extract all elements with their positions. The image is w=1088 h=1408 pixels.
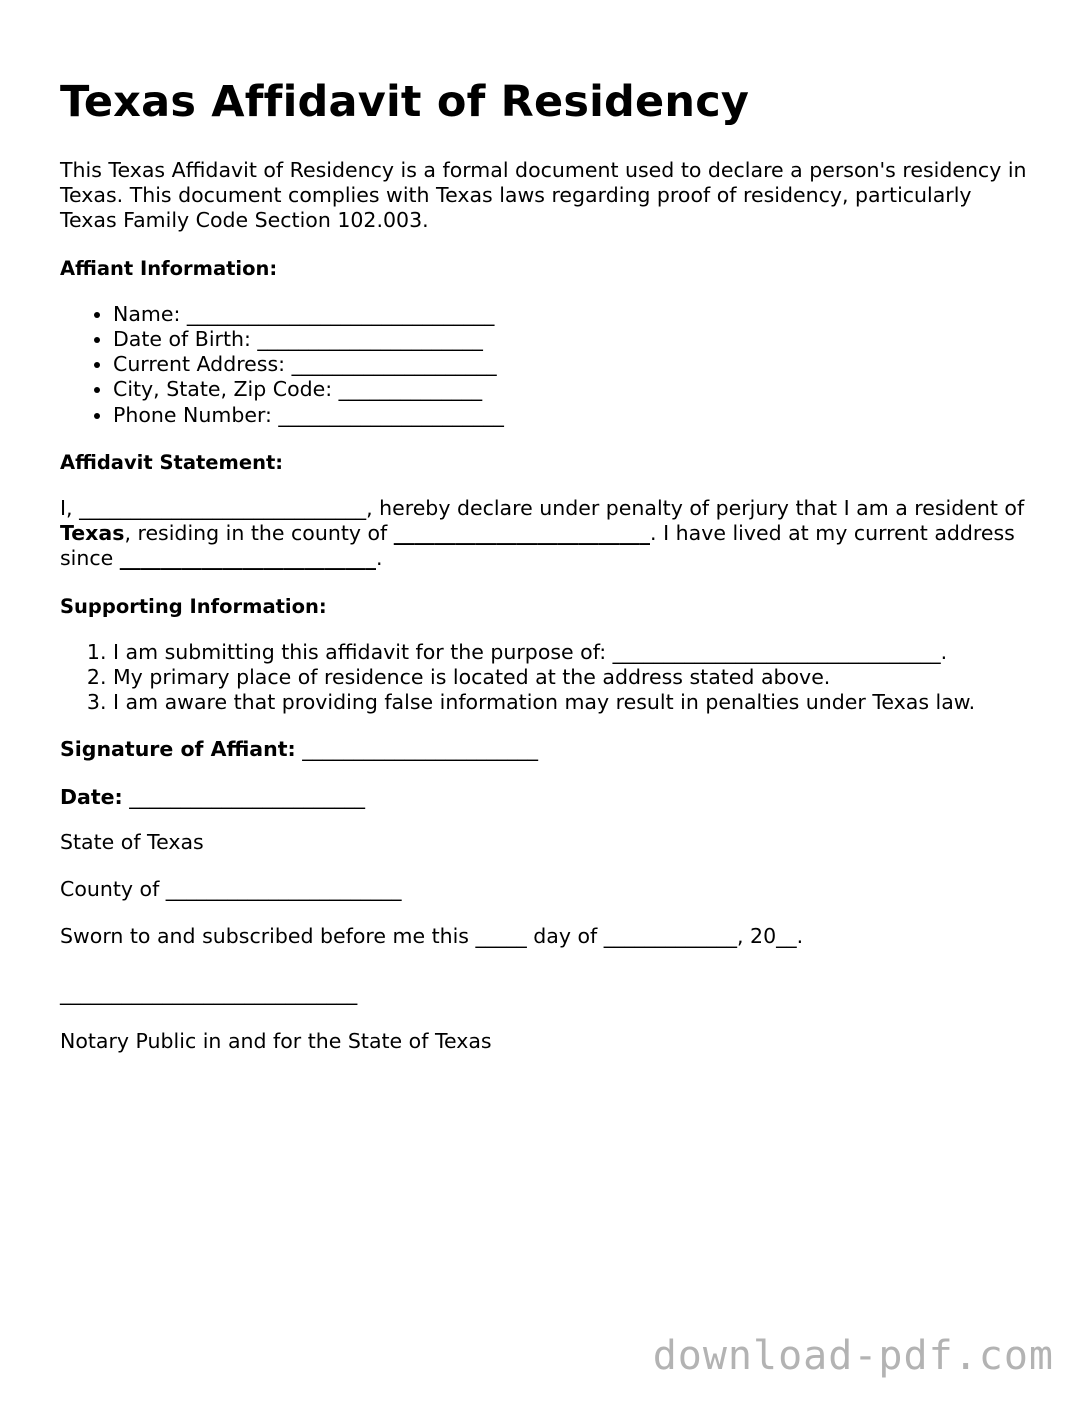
signature-blank[interactable]: _______________________ <box>302 737 539 762</box>
supporting-info-list <box>60 640 1030 716</box>
affiant-info-heading: Affiant Information: <box>60 256 278 280</box>
supporting-info-heading: Supporting Information: <box>60 594 327 618</box>
intro-paragraph: This Texas Affidavit of Residency is a formal document used to declare a person's residency in Texas. This document complies with Texas laws regarding proof of residency, particularly Texas Family Code Section 102.003. <box>60 158 1027 233</box>
notary-state: State of Texas <box>60 829 204 854</box>
date-line <box>60 785 1030 810</box>
statement-text-2: , residing in the county of <box>124 521 394 546</box>
notary-signature-blank[interactable]: _____________________________ <box>60 981 358 1006</box>
document-page <box>60 72 1030 1054</box>
since-date-blank[interactable]: _________________________ <box>119 546 377 571</box>
affiant-address-field[interactable]: • Current Address: ____________________ <box>113 352 1030 377</box>
date-blank[interactable]: _______________________ <box>129 784 366 809</box>
affiant-name-field[interactable]: • Name: ______________________________ <box>113 302 1030 327</box>
statement-state: Texas <box>60 521 125 546</box>
supporting-item: 2. My primary place of residence is located at the address stated above. <box>113 665 1030 690</box>
date-label: Date: <box>60 784 123 809</box>
watermark: download-pdf.com <box>652 1333 1054 1379</box>
affiant-dob-field[interactable]: • Date of Birth: ______________________ <box>113 327 1030 352</box>
signature-label: Signature of Affiant: <box>60 737 296 762</box>
notary-sworn-field[interactable]: Sworn to and subscribed before me this _____ day of _____________, 20__. <box>60 924 804 949</box>
supporting-item: 3. I am aware that providing false information may result in penalties under Texas law. <box>113 690 1030 715</box>
notary-public-caption: Notary Public in and for the State of Texas <box>60 1028 492 1053</box>
affiant-info-list <box>60 302 1030 428</box>
county-blank[interactable]: _________________________ <box>393 521 651 546</box>
statement-text-4: . <box>376 546 383 571</box>
signature-line <box>60 737 1030 762</box>
page-title: Texas Affidavit of Residency <box>60 77 750 127</box>
affiant-phone-field[interactable]: • Phone Number: ______________________ <box>113 403 1030 428</box>
purpose-field[interactable]: 1. I am submitting this affidavit for the purpose of: ________________________________. <box>113 640 1030 665</box>
statement-text-3: . I have lived at my current address since <box>60 521 1015 571</box>
notary-county-field[interactable]: County of _______________________ <box>60 877 402 902</box>
statement-heading: Affidavit Statement: <box>60 450 284 474</box>
affiant-city-state-zip-field[interactable]: • City, State, Zip Code: ______________ <box>113 377 1030 402</box>
statement-paragraph <box>60 496 1030 572</box>
statement-text-1: I, ____________________________, hereby declare under penalty of perjury that I am a resident of <box>60 496 1025 521</box>
